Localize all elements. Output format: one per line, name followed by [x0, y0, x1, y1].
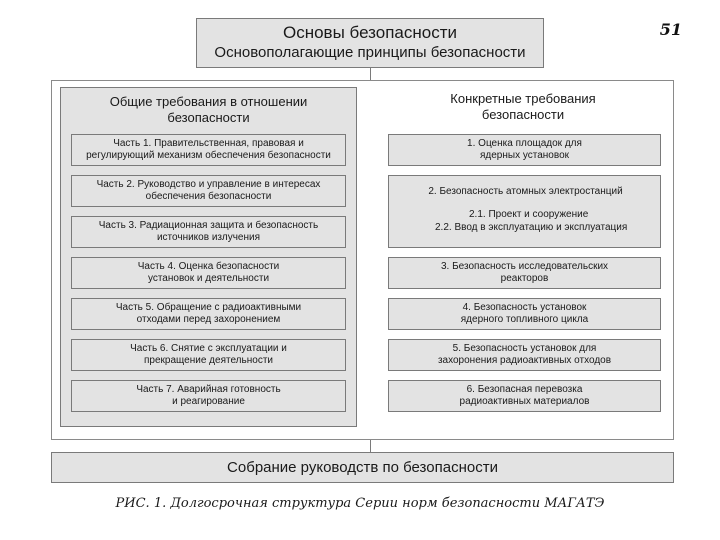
specific-item-2-line3: 2.2. Ввод в эксплуатацию и эксплуатация: [435, 222, 628, 233]
specific-requirements-heading-line2: безопасности: [481, 107, 565, 122]
general-part-7-line1: Часть 7. Аварийная готовность: [136, 384, 281, 395]
general-requirements-heading-line1: Общие требования в отношении: [109, 94, 308, 109]
page-number: 51: [659, 20, 682, 39]
specific-item-4: [388, 298, 661, 330]
specific-item-6: [388, 380, 661, 412]
general-part-3-line2: источников излучения: [156, 232, 261, 243]
specific-item-5-line1: 5. Безопасность установок для: [452, 343, 597, 354]
specific-item-3-line2: реакторов: [500, 273, 549, 284]
general-part-6: [71, 339, 346, 371]
specific-item-3: [388, 257, 661, 289]
specific-item-6-line2: радиоактивных материалов: [459, 396, 590, 407]
general-part-2: [71, 175, 346, 207]
general-part-5-line2: отходами перед захоронением: [136, 314, 281, 325]
general-part-5: [71, 298, 346, 330]
specific-item-1: [388, 134, 661, 166]
general-part-6-line1: Часть 6. Снятие с эксплуатации и: [130, 343, 287, 354]
connector-bottom: [370, 440, 371, 452]
specific-item-1-line2: ядерных установок: [480, 150, 569, 161]
general-part-4-line2: установок и деятельности: [147, 273, 270, 284]
general-part-1-line1: Часть 1. Правительственная, правовая и: [113, 138, 304, 149]
specific-item-4-line1: 4. Безопасность установок: [462, 302, 587, 313]
specific-item-2-line1: 2. Безопасность атомных электростанций: [428, 186, 623, 197]
general-requirements-heading-line2: безопасности: [167, 110, 250, 125]
specific-item-3-line1: 3. Безопасность исследовательских: [440, 261, 609, 272]
figure-caption: РИС. 1. Долгосрочная структура Серии норм безопасности МАГАТЭ: [115, 495, 605, 511]
general-part-2-line2: обеспечения безопасности: [145, 191, 272, 202]
specific-item-1-line1: 1. Оценка площадок для: [467, 138, 582, 149]
general-part-2-line1: Часть 2. Руководство и управление в интересах: [96, 179, 321, 190]
safety-guides-box: [51, 452, 674, 483]
general-part-3: [71, 216, 346, 248]
specific-requirements-heading-line1: Конкретные требования: [450, 91, 596, 106]
general-part-1-line2: регулирующий механизм обеспечения безопасности: [86, 150, 331, 161]
safety-guides-title: Собрание руководств по безопасности: [227, 459, 498, 476]
specific-item-5: [388, 339, 661, 371]
general-part-1: [71, 134, 346, 166]
general-part-7-line2: и реагирование: [172, 396, 245, 407]
specific-item-4-line2: ядерного топливного цикла: [460, 314, 589, 325]
specific-item-2-line2: 2.1. Проект и сооружение: [469, 209, 589, 220]
specific-item-2: [388, 175, 661, 248]
general-part-6-line2: прекращение деятельности: [144, 355, 273, 366]
safety-fundamentals-box: [196, 18, 544, 68]
general-requirements-heading: [60, 92, 357, 128]
safety-fundamentals-title: Основы безопасности: [282, 23, 457, 42]
specific-item-5-line2: захоронения радиоактивных отходов: [437, 355, 612, 366]
general-part-5-line1: Часть 5. Обращение с радиоактивными: [115, 302, 302, 313]
general-part-7: [71, 380, 346, 412]
specific-requirements-heading: [383, 89, 663, 125]
specific-item-6-line1: 6. Безопасная перевозка: [466, 384, 583, 395]
safety-fundamentals-subtitle: Основополагающие принципы безопасности: [214, 44, 526, 61]
general-part-4-line1: Часть 4. Оценка безопасности: [137, 261, 280, 272]
general-part-4: [71, 257, 346, 289]
general-part-3-line1: Часть 3. Радиационная защита и безопасность: [98, 220, 319, 231]
